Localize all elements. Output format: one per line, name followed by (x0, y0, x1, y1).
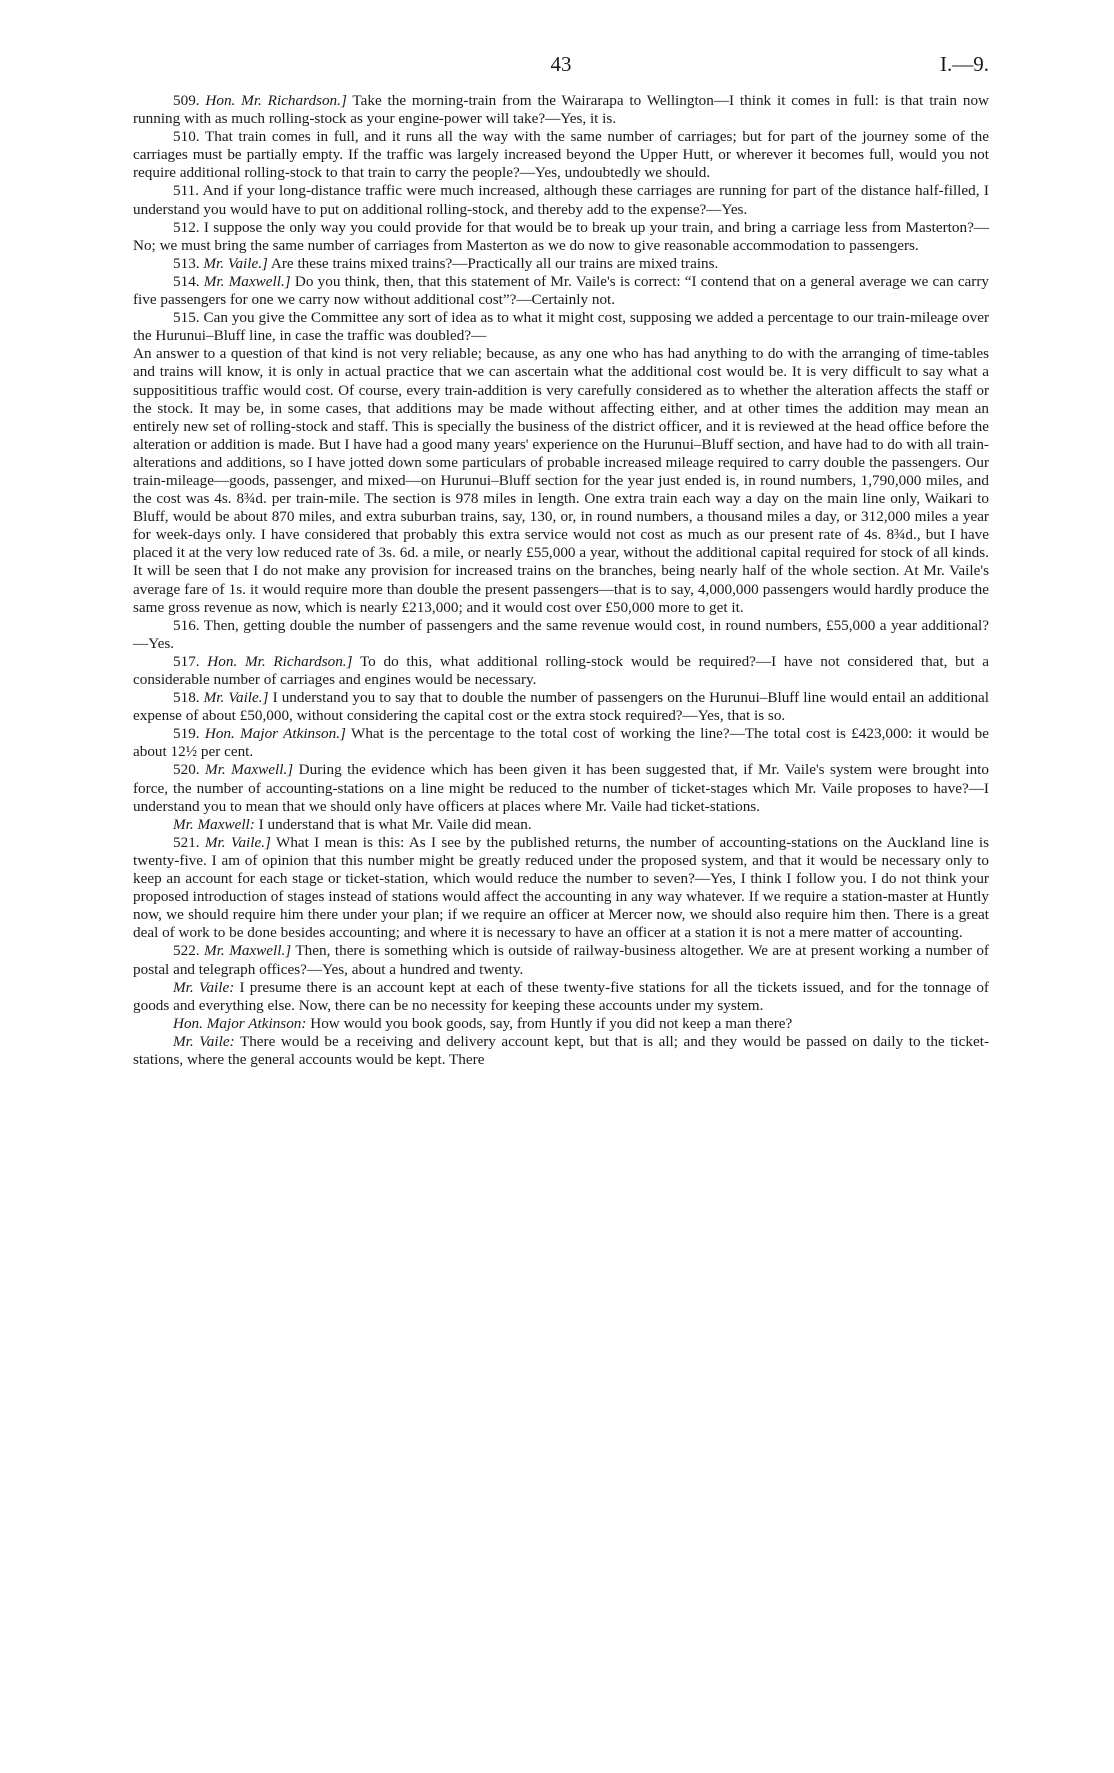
paragraph-text: Do you think, then, that this statement of Mr. Vaile's is correct: “I contend that on a general average we can carry five passengers for one we carry now without additional cost”?—Certainly not. (133, 272, 990, 309)
speaker-name: Mr. Vaile: (173, 1032, 235, 1050)
paragraph-text: To do this, what additional rolling-stock would be required?—I have not considered that, but a considerable number of carriages and engines would be necessary. (133, 652, 990, 688)
question-number: 516. (173, 616, 200, 634)
paragraph (133, 255, 989, 273)
paragraph-text: What I mean is this: As I see by the published returns, the number of accounting-stations on the Auckland line is twenty-five. I am of opinion that this number might be greatly reduced under the proposed system, and that it would be necessary only to keep an account for each stage or ticket-station, which would reduce the number to seven?—Yes, I think I follow you. I do not think your proposed introduction of stages instead of stations would affect the accounting in any way whatever. If we require a station-master at Huntly now, we should require him there under your plan; if we require an officer at Mercer now, we should also require him then. There is a great deal of work to be done besides accounting; and where it is necessary to have an officer at a station it is not a mere matter of accounting. (133, 833, 990, 942)
paragraph-text: I understand that is what Mr. Vaile did mean. (258, 815, 532, 833)
paragraph (133, 761, 989, 815)
question-number: 512. (173, 218, 200, 236)
paragraph (133, 182, 989, 218)
paragraph-text: There would be a receiving and delivery account kept, but that is all; and they would be passed on daily to the ticket-stations, where the general accounts would be kept. There (133, 1032, 990, 1068)
paragraph-text: Then, getting double the number of passengers and the same revenue would cost, in round numbers, £55,000 a year additional?—Yes. (133, 616, 989, 652)
paragraph-text: And if your long-distance traffic were much increased, although these carriages are running for part of the distance half-filled, I understand you would have to put on additional rolling-stock, and thereby add to the expense?—Yes. (133, 182, 989, 218)
paragraph-text: Then, there is something which is outside of railway-business altogether. We are at present working a number of postal and telegraph offices?—Yes, about a hundred and twenty. (133, 942, 989, 978)
speaker-name: Hon. Mr. Richardson.] (207, 652, 353, 670)
paragraph (133, 273, 989, 309)
speaker-name: Mr. Maxwell.] (203, 272, 291, 290)
question-number: 510. (173, 128, 200, 146)
question-number: 517. (173, 652, 200, 670)
question-number: 513. (173, 254, 200, 272)
speaker-name: Hon. Major Atkinson: (173, 1014, 307, 1032)
document-reference: I.—9. (940, 52, 989, 76)
speaker-name: Mr. Maxwell: (173, 815, 255, 833)
question-number: 511. (173, 182, 200, 200)
interjection (133, 1033, 989, 1069)
speaker-name: Mr. Maxwell.] (204, 942, 292, 960)
paragraph (133, 834, 989, 943)
paragraph-text: How would you book goods, say, from Huntly if you did not keep a man there? (310, 1014, 793, 1032)
paragraph (133, 309, 989, 345)
paragraph (133, 653, 989, 689)
answer-paragraph (133, 345, 989, 616)
paragraph (133, 942, 989, 978)
paragraph-text: That train comes in full, and it runs all the way with the same number of carriages; but for part of the journey some of the carriages must be partially empty. If the traffic was largely increased beyond the Upper Hutt, or wherever it becomes full, would you not require additional rolling-stock to that train to carry the people?—Yes, undoubtedly we should. (133, 128, 990, 182)
paragraph-text: I understand you to say that to double the number of passengers on the Hurunui–Bluff line would entail an additional expense of about £50,000, without considering the capital cost or the extra stock required?—Yes, that is so. (133, 689, 990, 725)
paragraph (133, 725, 989, 761)
paragraph-text: Take the morning-train from the Wairarapa to Wellington—I think it comes in full: is that train now running with as much rolling-stock as your engine-power will take?—Yes, it is. (133, 92, 990, 128)
speaker-name: Mr. Vaile.] (203, 254, 268, 272)
paragraph-text: I presume there is an account kept at each of these twenty-five stations for all the tickets issued, and for the tonnage of goods and everything else. Now, there can be no necessity for keeping these accounts under my system. (133, 978, 989, 1014)
interjection (133, 979, 989, 1015)
speaker-name: Mr. Vaile: (173, 978, 235, 996)
paragraph (133, 617, 989, 653)
speaker-name: Mr. Vaile.] (203, 689, 269, 707)
page-number: 43 (550, 52, 572, 76)
question-number: 520. (173, 761, 200, 779)
paragraph (133, 128, 989, 182)
paragraph-text: An answer to a question of that kind is not very reliable; because, as any one who has had anything to do with the arranging of time-tables and trains will know, it is only in actual practice that we can ascertain what the additional cost would be. It is very difficult to say what a supposititious traffic would cost. Of course, every train-addition is very carefully considered as to whether the alteration affects the staff or the stock. It may be, in some cases, that additions may be made without affecting either, and at other times the addition may mean an entirely new set of rolling-stock and staff. This is specially the business of the district officer, and it is reviewed at the head office before the alteration or addition is made. But I have had a good many years' experience on the Hurunui–Bluff section, and have had to do with all train-alterations and additions, so I have jotted down some particulars of probable increased mileage required to carry double the passengers. Our train-mileage—goods, passenger, and mixed—on Hurunui–Bluff section for the year just ended is, in round numbers, 1,790,000 miles, and the cost was 4s. 8¾d. per train-mile. The section is 978 miles in length. One extra train each way a day on the main line only, Waikari to Bluff, would be about 870 miles, and extra suburban trains, say, 130, or, in round numbers, a thousand miles a day, or 312,000 miles a year for week-days only. I have considered that probably this extra service would not cost as much as our present rate of 4s. 8¾d., but I have placed it at the very low reduced rate of 3s. 6d. a mile, or nearly £55,000 a year, without the additional capital required for stock of all kinds. It will be seen that I do not make any provision for increased trains on the branches, being nearly half of the whole section. At Mr. Vaile's average fare of 1s. it would require more than double the present passengers—that is to say, 4,000,000 passengers would hardly produce the same gross revenue as now, which is nearly £213,000; and it would cost over £50,000 more to get it. (133, 345, 989, 616)
body-text (133, 92, 989, 1069)
paragraph-text: During the evidence which has been given it has been suggested that, if Mr. Vaile's system were brought into force, the number of accounting-stations on a line might be reduced to the number of ticket-stages which Mr. Vaile proposes to have?—I understand you to mean that we should only have officers at places where Mr. Vaile had ticket-stations. (133, 761, 989, 815)
paragraph (133, 92, 989, 128)
question-number: 515. (173, 309, 200, 327)
interjection (133, 1015, 989, 1033)
question-number: 518. (173, 689, 200, 707)
paragraph-text: I suppose the only way you could provide for that would be to break up your train, and bring a carriage less from Masterton?—No; we must bring the same number of carriages from Masterton as we do now to give reasonable accommodation to passengers. (133, 218, 990, 254)
question-number: 519. (173, 725, 200, 743)
paragraph-text: Are these trains mixed trains?—Practically all our trains are mixed trains. (270, 254, 719, 272)
paragraph-text: Can you give the Committee any sort of idea as to what it might cost, supposing we added a percentage to our train-mileage over the Hurunui–Bluff line, in case the traffic was doubled?— (133, 309, 990, 345)
page-header (133, 52, 989, 92)
question-number: 514. (173, 272, 200, 290)
speaker-name: Mr. Maxwell.] (205, 761, 294, 779)
speaker-name: Hon. Major Atkinson.] (204, 725, 346, 743)
speaker-name: Mr. Vaile.] (204, 833, 271, 851)
question-number: 509. (173, 92, 200, 109)
paragraph-text: What is the percentage to the total cost of working the line?—The total cost is £423,000: it would be about 12½ per cent. (133, 725, 989, 761)
speaker-name: Hon. Mr. Richardson.] (205, 92, 347, 109)
paragraph (133, 219, 989, 255)
question-number: 522. (173, 942, 200, 960)
interjection (133, 816, 989, 834)
question-number: 521. (173, 833, 200, 851)
paragraph (133, 689, 989, 725)
